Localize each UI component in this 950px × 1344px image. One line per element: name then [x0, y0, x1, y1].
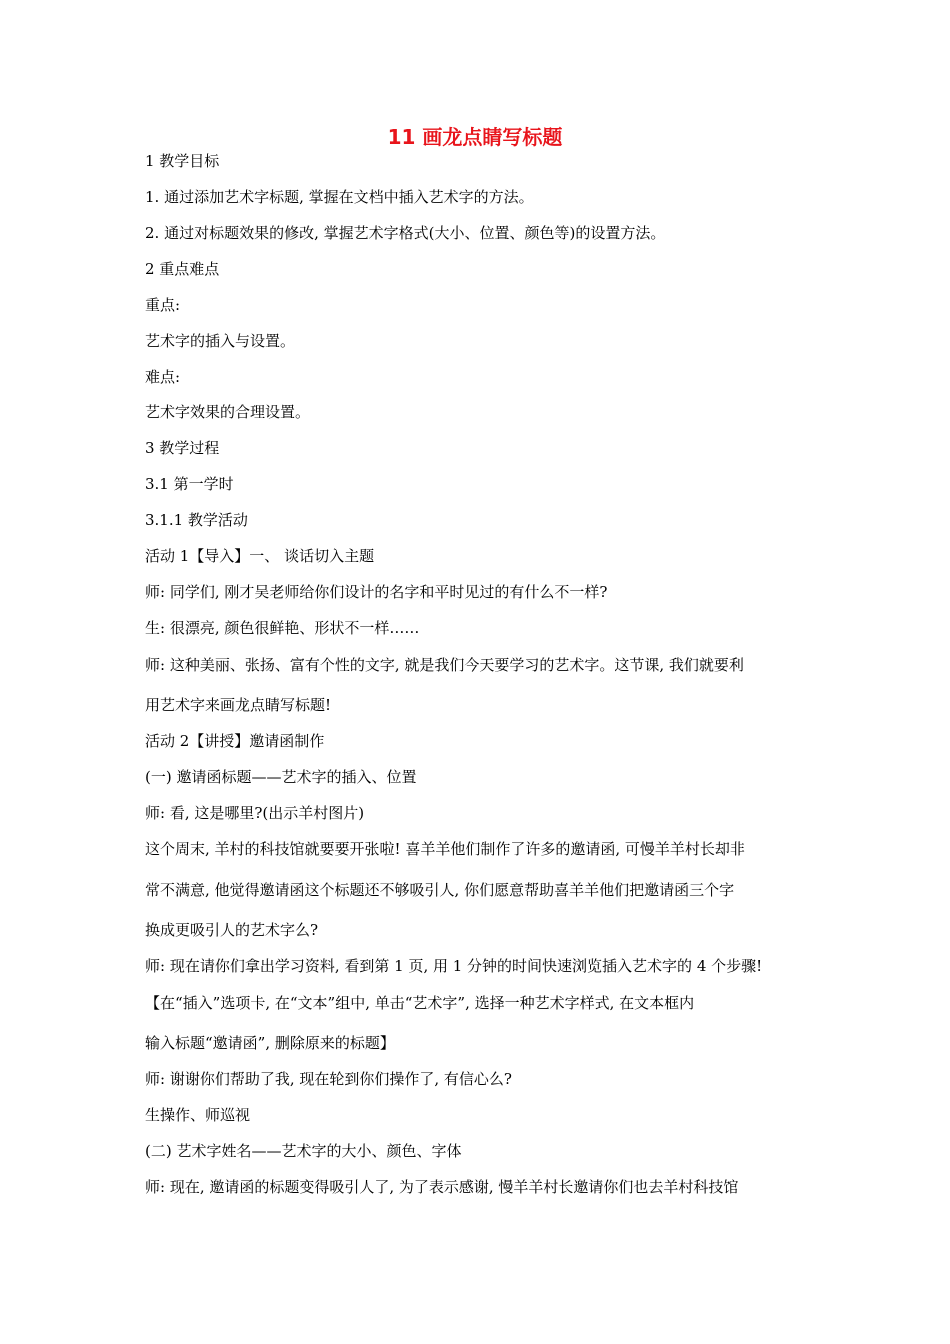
text-line: 师: 这种美丽、张扬、富有个性的文字, 就是我们今天要学习的艺术字。这节课, 我们就要利 — [145, 656, 744, 674]
text-line: 师: 同学们, 刚才吴老师给你们设计的名字和平时见过的有什么不一样? — [145, 583, 608, 601]
document-title: 11 画龙点睛写标题 — [387, 125, 563, 149]
text-line: 艺术字的插入与设置。 — [145, 332, 296, 350]
text-line: 用艺术字来画龙点睛写标题! — [145, 696, 332, 714]
text-line: 生: 很漂亮, 颜色很鲜艳、形状不一样…… — [145, 619, 420, 637]
text-line: 艺术字效果的合理设置。 — [145, 403, 311, 421]
text-line: 师: 现在, 邀请函的标题变得吸引人了, 为了表示感谢, 慢羊羊村长邀请你们也去羊村科技馆 — [145, 1178, 739, 1196]
text-line: 【在“插入”选项卡, 在“文本”组中, 单击“艺术字”, 选择一种艺术字样式, 在文本框内 — [145, 994, 695, 1012]
text-line: (一) 邀请函标题——艺术字的插入、位置 — [145, 768, 417, 786]
text-line: 重点: — [145, 296, 181, 314]
text-line: 2. 通过对标题效果的修改, 掌握艺术字格式(大小、位置、颜色等)的设置方法。 — [145, 224, 666, 242]
text-line: 难点: — [145, 368, 181, 386]
text-line: 活动 2【讲授】邀请函制作 — [145, 732, 325, 750]
text-line: 生操作、师巡视 — [145, 1106, 251, 1124]
text-line: 这个周末, 羊村的科技馆就要要开张啦! 喜羊羊他们制作了许多的邀请函, 可慢羊羊村长却非 — [145, 840, 745, 858]
text-line: (二) 艺术字姓名——艺术字的大小、颜色、字体 — [145, 1142, 462, 1160]
text-line: 师: 现在请你们拿出学习资料, 看到第 1 页, 用 1 分钟的时间快速浏览插入艺术字的 4 个步骤! — [145, 957, 763, 975]
text-line: 1. 通过添加艺术字标题, 掌握在文档中插入艺术字的方法。 — [145, 188, 534, 206]
text-line: 3 教学过程 — [145, 439, 220, 457]
text-line: 1 教学目标 — [145, 152, 220, 170]
text-line: 活动 1【导入】一、 谈话切入主题 — [145, 547, 375, 565]
text-line: 输入标题“邀请函”, 删除原来的标题】 — [145, 1034, 395, 1052]
text-line: 换成更吸引人的艺术字么? — [145, 921, 319, 939]
text-line: 3.1 第一学时 — [145, 475, 234, 493]
text-line: 师: 看, 这是哪里?(出示羊村图片) — [145, 804, 365, 822]
text-line: 2 重点难点 — [145, 260, 220, 278]
text-line: 3.1.1 教学活动 — [145, 511, 248, 529]
text-line: 师: 谢谢你们帮助了我, 现在轮到你们操作了, 有信心么? — [145, 1070, 512, 1088]
text-line: 常不满意, 他觉得邀请函这个标题还不够吸引人, 你们愿意帮助喜羊羊他们把邀请函三个字 — [145, 881, 735, 899]
